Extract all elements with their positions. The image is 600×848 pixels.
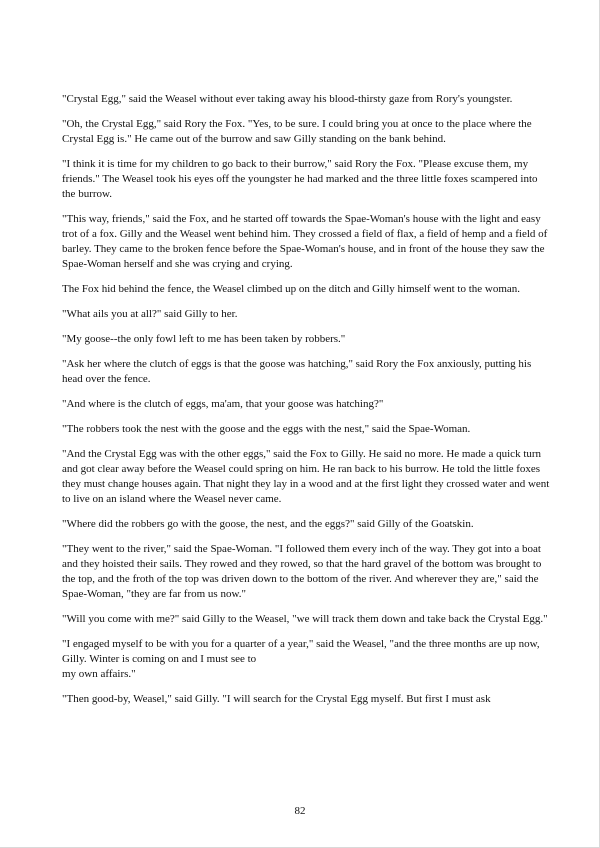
paragraph [62,422,550,437]
paragraph-line: "Then good-by, Weasel," said Gilly. "I will search for the Crystal Egg myself. But first I must ask [62,693,491,705]
paragraph-line: "My goose--the only fowl left to me has been taken by robbers." [62,333,346,345]
paragraph [62,692,550,707]
paragraph-line: "The robbers took the nest with the goose and the eggs with the nest," said the Spae-Woman. [62,423,471,435]
paragraph [62,397,550,412]
paragraph-line: my own affairs." [62,668,136,680]
paragraph [62,117,550,147]
paragraph [62,612,550,627]
paragraph-line: The Fox hid behind the fence, the Weasel climbed up on the ditch and Gilly himself went to the woman. [62,283,521,295]
paragraph [62,542,550,602]
paragraph [62,212,550,272]
paragraph-line: "What ails you at all?" said Gilly to her. [62,308,238,320]
page-number: 82 [294,805,306,817]
paragraph-line: "I think it is time for my children to go back to their burrow," said Rory the Fox. "Please excuse them, my friends." The Weasel took his eyes off the youngster he had marked and the three little foxes scampered into the burrow. [62,158,538,200]
paragraph-line: "They went to the river," said the Spae-Woman. "I followed them every inch of the way. They got into a boat and they hoisted their sails. They rowed and they rowed, so that the hard gravel of the bottom was brought to the top, and the froth of the top was driven down to the bottom of the river. And wherever they are," said the Spae-Woman, "they are far from us now." [62,543,542,600]
paragraph-line: "Crystal Egg," said the Weasel without ever taking away his blood-thirsty gaze from Rory's youngster. [62,93,513,105]
paragraph-line: "Oh, the Crystal Egg," said Rory the Fox. "Yes, to be sure. I could bring you at once to the place where the Crystal Egg is." He came out of the burrow and saw Gilly standing on the bank behind. [62,118,532,145]
paragraph-line: "And where is the clutch of eggs, ma'am, that your goose was hatching?" [62,398,384,410]
paragraph [62,357,550,387]
paragraph-line: "And the Crystal Egg was with the other eggs," said the Fox to Gilly. He said no more. He made a quick turn and got clear away before the Weasel could spring on him. He ran back to his burrow. He told the little foxes they must change houses again. That night they lay in a wood and at the first light they crossed water and went to live on an island where the Weasel never came. [62,448,550,505]
body-text [62,92,550,717]
paragraph [62,307,550,322]
paragraph-line: "I engaged myself to be with you for a quarter of a year," said the Weasel, "and the three months are up now, Gilly. Winter is coming on and I must see to [62,638,540,665]
paragraph-line: "Ask her where the clutch of eggs is that the goose was hatching," said Rory the Fox anxiously, putting his head over the fence. [62,358,532,385]
paragraph [62,447,550,507]
paragraph [62,157,550,202]
paragraph [62,92,550,107]
paragraph [62,282,550,297]
paragraph [62,332,550,347]
paragraph [62,637,550,682]
paragraph-line: "Where did the robbers go with the goose, the nest, and the eggs?" said Gilly of the Goatskin. [62,518,474,530]
paragraph-line: "This way, friends," said the Fox, and he started off towards the Spae-Woman's house with the light and easy trot of a fox. Gilly and the Weasel went behind him. They crossed a field of flax, a field of hemp and a field of barley. They came to the broken fence before the Spae-Woman's house, and in front of the house they saw the Spae-Woman herself and she was crying and crying. [62,213,548,270]
paragraph [62,517,550,532]
paragraph-line: "Will you come with me?" said Gilly to the Weasel, "we will track them down and take back the Crystal Egg." [62,613,548,625]
